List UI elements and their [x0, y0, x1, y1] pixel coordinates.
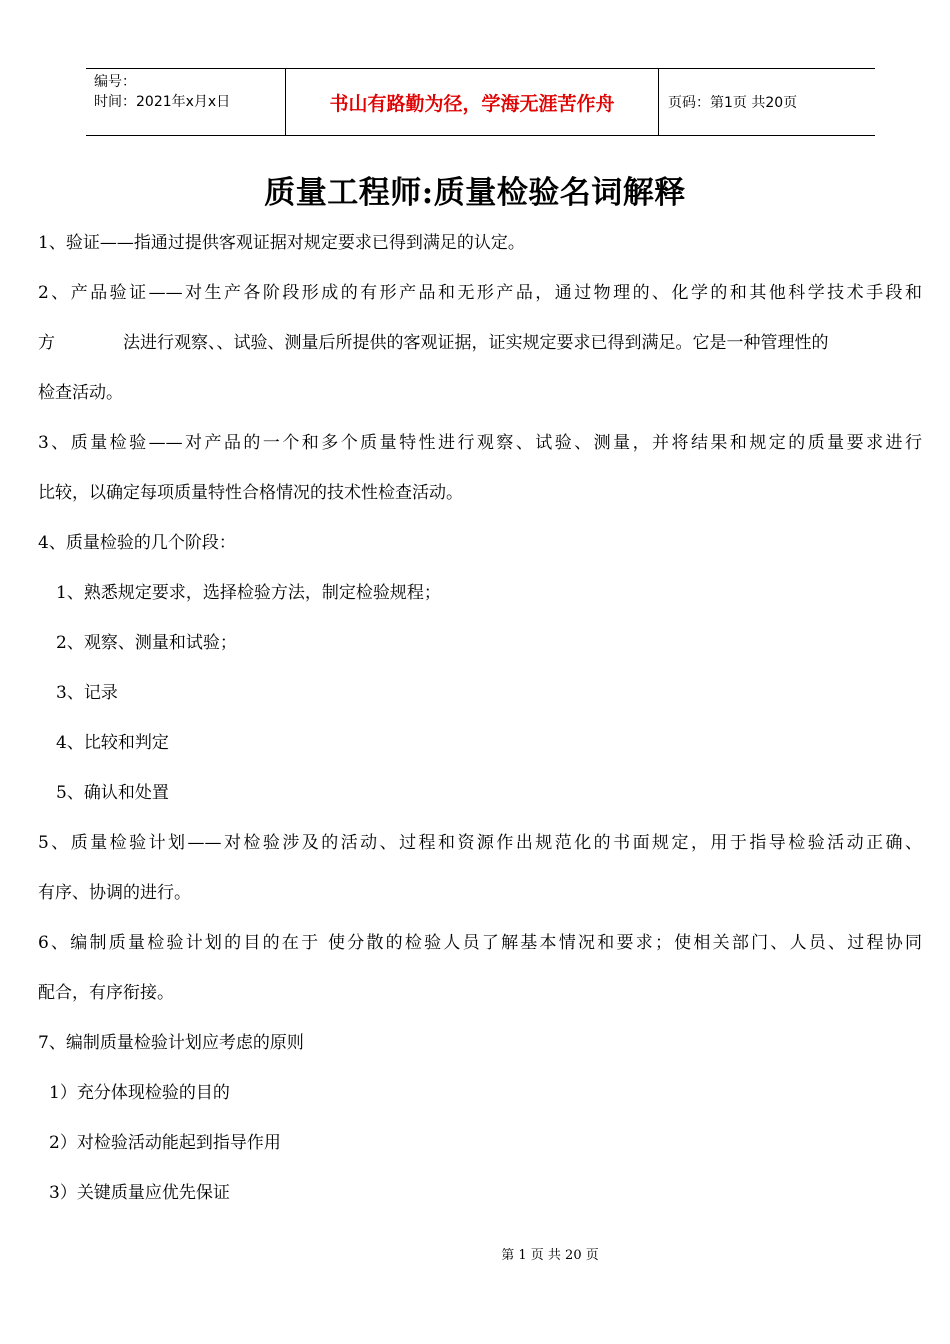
paragraph-line: 7、编制质量检验计划应考虑的原则	[38, 1033, 304, 1053]
paragraph-line: 检查活动。	[38, 383, 123, 403]
document-title: 质量工程师:质量检验名词解释	[264, 175, 686, 211]
document-time-label: 时间：2021年x月x日	[94, 94, 231, 110]
paragraph-fragment: 法进行观察、、试验、测量后所提供的客观证据，证实规定要求已得到满足。它是一种管理性的	[123, 333, 829, 353]
paragraph-line: 比较，以确定每项质量特性合格情况的技术性检查活动。	[38, 483, 463, 503]
list-item: 1）充分体现检验的目的	[49, 1083, 230, 1103]
paragraph-line: 3、质量检验——对产品的一个和多个质量特性进行观察、试验、测量，并将结果和规定的质量要求进行	[38, 433, 922, 453]
list-item: 5、确认和处置	[56, 783, 169, 803]
paragraph-line-split	[38, 328, 922, 378]
page-header	[86, 68, 875, 136]
list-item: 2）对检验活动能起到指导作用	[49, 1133, 281, 1153]
paragraph-line: 配合，有序衔接。	[38, 983, 174, 1003]
paragraph-line: 4、质量检验的几个阶段：	[38, 533, 236, 553]
page-footer: 第 1 页 共 20 页	[501, 1248, 599, 1263]
header-meta	[94, 72, 230, 112]
document-number-label: 编号：	[94, 74, 136, 90]
paragraph-line: 2、产品验证——对生产各阶段形成的有形产品和无形产品，通过物理的、化学的和其他科学技术手段和	[38, 283, 922, 303]
paragraph-line: 1、验证——指通过提供客观证据对规定要求已得到满足的认定。	[38, 233, 525, 253]
list-item: 4、比较和判定	[56, 733, 169, 753]
paragraph-line: 有序、协调的进行。	[38, 883, 191, 903]
list-item: 2、观察、测量和试验；	[56, 633, 237, 653]
document-body	[38, 228, 922, 1228]
header-page-info: 页码：第1页 共20页	[668, 95, 798, 111]
paragraph-fragment: 方	[38, 333, 55, 353]
list-item: 3）关键质量应优先保证	[49, 1183, 230, 1203]
list-item: 3、记录	[56, 683, 118, 703]
list-item: 1、熟悉规定要求，选择检验方法，制定检验规程；	[56, 583, 441, 603]
header-divider	[658, 69, 659, 135]
paragraph-line: 5、质量检验计划——对检验涉及的活动、过程和资源作出规范化的书面规定，用于指导检验活动正确、	[38, 833, 922, 853]
paragraph-line: 6、编制质量检验计划的目的在于 使分散的检验人员了解基本情况和要求；使相关部门、人员、过程协同	[38, 933, 922, 953]
header-motto: 书山有路勤为径，学海无涯苦作舟	[329, 93, 615, 115]
